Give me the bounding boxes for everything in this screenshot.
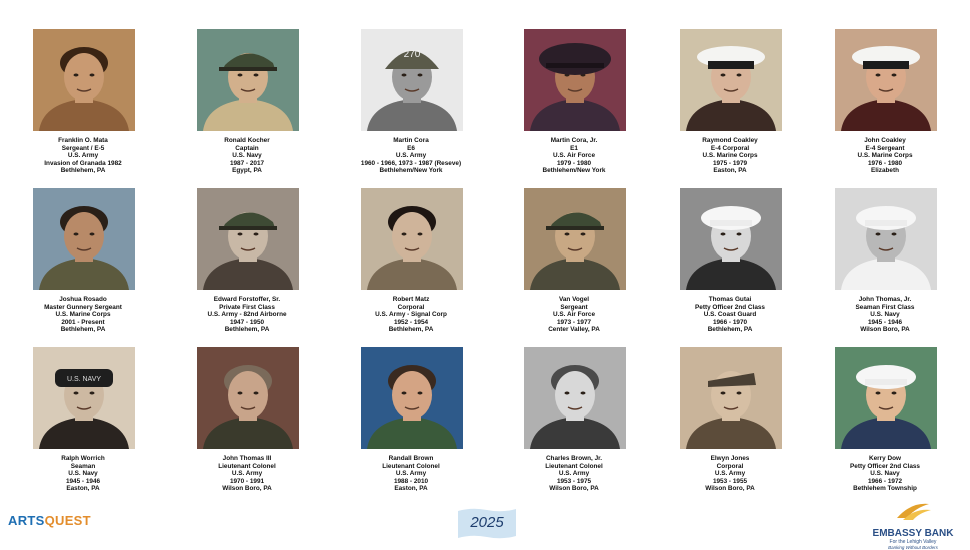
veteran-name: Franklin O. Mata <box>58 137 108 144</box>
veteran-service-years: 1953 - 1975 <box>556 477 592 485</box>
veteran-branch: U.S. Army - 82nd Airborne <box>207 311 287 319</box>
veteran-service-years: 1952 - 1954 <box>393 318 429 326</box>
veteran-caption <box>649 455 811 493</box>
veteran-name: Kerry Dow <box>869 455 901 462</box>
veteran-hometown: Egypt, PA <box>232 167 262 175</box>
veteran-hometown: Center Valley, PA <box>548 326 600 334</box>
veteran-branch: U.S. Navy <box>870 311 900 319</box>
veteran-caption <box>493 137 655 175</box>
veteran-branch: U.S. Army <box>558 470 590 478</box>
svg-text:U.S. NAVY: U.S. NAVY <box>66 376 102 383</box>
veteran-service-years: 1987 - 2017 <box>229 159 265 167</box>
veteran-caption <box>649 296 811 334</box>
veteran-rank: Master Gunnery Sergeant <box>44 303 122 311</box>
veteran-service-years: 1947 - 1950 <box>229 318 265 326</box>
veteran-caption <box>330 137 492 175</box>
veteran-rank: Private First Class <box>219 303 275 311</box>
veteran-branch: U.S. Air Force <box>552 152 596 160</box>
veteran-branch: U.S. Coast Guard <box>703 311 757 319</box>
veteran-caption <box>804 455 966 493</box>
veteran-photo <box>835 347 937 449</box>
veteran-hometown: Bethlehem, PA <box>224 326 270 334</box>
veteran-branch: U.S. Army - Signal Corp <box>375 311 447 319</box>
veteran-rank: Sergeant / E-5 <box>61 144 105 152</box>
veteran-photo <box>197 188 299 290</box>
veteran-caption <box>493 296 655 334</box>
veteran-name: Charles Brown, Jr. <box>545 455 603 462</box>
veteran-branch: U.S. Army <box>231 470 263 478</box>
veteran-rank: Seaman <box>70 462 96 470</box>
veteran-photo <box>361 29 463 131</box>
veteran-service-years: 1966 - 1970 <box>712 318 748 326</box>
year-badge <box>456 506 518 540</box>
veteran-hometown: Bethlehem, PA <box>707 326 753 334</box>
veteran-branch: U.S. Marine Corps <box>702 152 758 160</box>
veteran-service-years: 1979 - 1980 <box>556 159 592 167</box>
veteran-hometown: Easton, PA <box>66 485 100 493</box>
veteran-caption <box>2 296 164 334</box>
veteran-rank: Corporal <box>397 303 425 311</box>
veteran-rank: E-4 Sergeant <box>865 144 905 152</box>
embassy-swoosh-icon <box>893 500 933 522</box>
veteran-photo <box>361 347 463 449</box>
veteran-name: Martin Cora <box>393 137 429 144</box>
veteran-caption <box>166 296 328 334</box>
veteran-name: Elwyn Jones <box>710 455 750 462</box>
veteran-hometown: Bethlehem/New York <box>542 167 606 175</box>
veteran-photo <box>524 347 626 449</box>
veteran-rank: E1 <box>570 144 578 152</box>
veteran-hometown: Bethlehem, PA <box>60 167 106 175</box>
veteran-name: John Thomas III <box>222 455 272 462</box>
year-label: 2025 <box>470 514 504 531</box>
veteran-caption <box>330 455 492 493</box>
veteran-caption <box>2 137 164 175</box>
artsquest-logo: ARTSQUEST <box>8 513 91 528</box>
veteran-name: Ronald Kocher <box>224 137 270 144</box>
veteran-name: John Thomas, Jr. <box>858 296 912 303</box>
veteran-rank: Seaman First Class <box>855 303 915 311</box>
veteran-name: Raymond Coakley <box>702 137 758 144</box>
veteran-caption <box>166 137 328 175</box>
veteran-hometown: Wilson Boro, PA <box>222 485 272 493</box>
veteran-name: Thomas Gutai <box>708 296 752 303</box>
embassy-name: EMBASSY BANK <box>872 528 954 539</box>
veteran-service-years: 1975 - 1979 <box>712 159 748 167</box>
veteran-rank: Corporal <box>716 462 744 470</box>
veteran-service-years: 1973 - 1977 <box>556 318 592 326</box>
veteran-branch: U.S. Air Force <box>552 311 596 319</box>
veteran-rank: Sergeant <box>560 303 588 311</box>
veteran-photo <box>33 29 135 131</box>
veteran-service-years: 1953 - 1955 <box>712 477 748 485</box>
veteran-hometown: Bethlehem Township <box>853 485 917 493</box>
veteran-caption <box>330 296 492 334</box>
veteran-rank: E6 <box>407 144 415 152</box>
veteran-photo <box>524 188 626 290</box>
veteran-hometown: Easton, PA <box>713 167 747 175</box>
veteran-rank: Lieutenant Colonel <box>382 462 440 470</box>
veteran-service-years: 2001 - Present <box>61 318 105 326</box>
veteran-name: Robert Matz <box>392 296 430 303</box>
veteran-branch: U.S. Army <box>714 470 746 478</box>
veteran-name: Ralph Worrich <box>61 455 105 462</box>
veteran-hometown: Bethlehem, PA <box>60 326 106 334</box>
veteran-photo <box>835 188 937 290</box>
veteran-service-years: 1945 - 1946 <box>65 477 101 485</box>
veteran-branch: U.S. Navy <box>232 152 262 160</box>
embassy-slogan: Banking Without Borders <box>888 545 938 550</box>
veteran-branch: U.S. Marine Corps <box>857 152 913 160</box>
veteran-hometown: Elizabeth <box>870 167 900 175</box>
veteran-name: Van Vogel <box>558 296 590 303</box>
veteran-branch: U.S. Army <box>395 470 427 478</box>
embassy-tagline: For the Lehigh Valley <box>889 539 937 545</box>
veteran-service-years: 1976 - 1980 <box>867 159 903 167</box>
veteran-photo <box>524 29 626 131</box>
veteran-caption <box>804 137 966 175</box>
veteran-photo <box>680 29 782 131</box>
veteran-photo <box>680 347 782 449</box>
veteran-name: John Coakley <box>864 137 906 144</box>
veteran-branch: U.S. Navy <box>68 470 98 478</box>
veteran-photo <box>197 347 299 449</box>
veteran-branch: U.S. Marine Corps <box>55 311 111 319</box>
veteran-hometown: Wilson Boro, PA <box>860 326 910 334</box>
veteran-branch: U.S. Army <box>67 152 99 160</box>
veteran-photo <box>197 29 299 131</box>
veteran-rank: Lieutenant Colonel <box>218 462 276 470</box>
veteran-service-years: 1945 - 1946 <box>867 318 903 326</box>
veteran-hometown: Bethlehem, PA <box>388 326 434 334</box>
svg-text:270: 270 <box>403 49 421 60</box>
veteran-photo <box>835 29 937 131</box>
veteran-name: Martin Cora, Jr. <box>550 137 598 144</box>
veteran-photo <box>361 188 463 290</box>
veteran-hometown: Wilson Boro, PA <box>705 485 755 493</box>
veteran-photo <box>33 347 135 449</box>
veteran-photo <box>33 188 135 290</box>
veteran-hometown: Bethlehem/New York <box>379 167 443 175</box>
veteran-rank: Lieutenant Colonel <box>545 462 603 470</box>
veteran-rank: Petty Officer 2nd Class <box>695 303 765 311</box>
veteran-hometown: Wilson Boro, PA <box>549 485 599 493</box>
veteran-caption <box>493 455 655 493</box>
veteran-photo <box>680 188 782 290</box>
veteran-name: Randall Brown <box>388 455 434 462</box>
veteran-branch: U.S. Army <box>395 152 427 160</box>
veteran-name: Joshua Rosado <box>59 296 107 303</box>
veteran-rank: Petty Officer 2nd Class <box>850 462 920 470</box>
veteran-rank: Captain <box>235 144 259 152</box>
veteran-caption <box>649 137 811 175</box>
veteran-service-years: 1966 - 1972 <box>867 477 903 485</box>
embassy-bank-logo <box>858 500 968 550</box>
veteran-caption <box>2 455 164 493</box>
veteran-caption <box>166 455 328 493</box>
veteran-service-years: 1988 - 2010 <box>393 477 429 485</box>
veteran-caption <box>804 296 966 334</box>
veteran-service-years: 1970 - 1991 <box>229 477 265 485</box>
veteran-service-years: 1960 - 1966, 1973 - 1987 (Reseve) <box>360 159 462 167</box>
veteran-name: Edward Forstoffer, Sr. <box>213 296 281 303</box>
veteran-branch: U.S. Navy <box>870 470 900 478</box>
veteran-hometown: Easton, PA <box>394 485 428 493</box>
veteran-rank: E-4 Corporal <box>710 144 750 152</box>
veteran-service-years: Invasion of Granada 1982 <box>44 159 122 167</box>
